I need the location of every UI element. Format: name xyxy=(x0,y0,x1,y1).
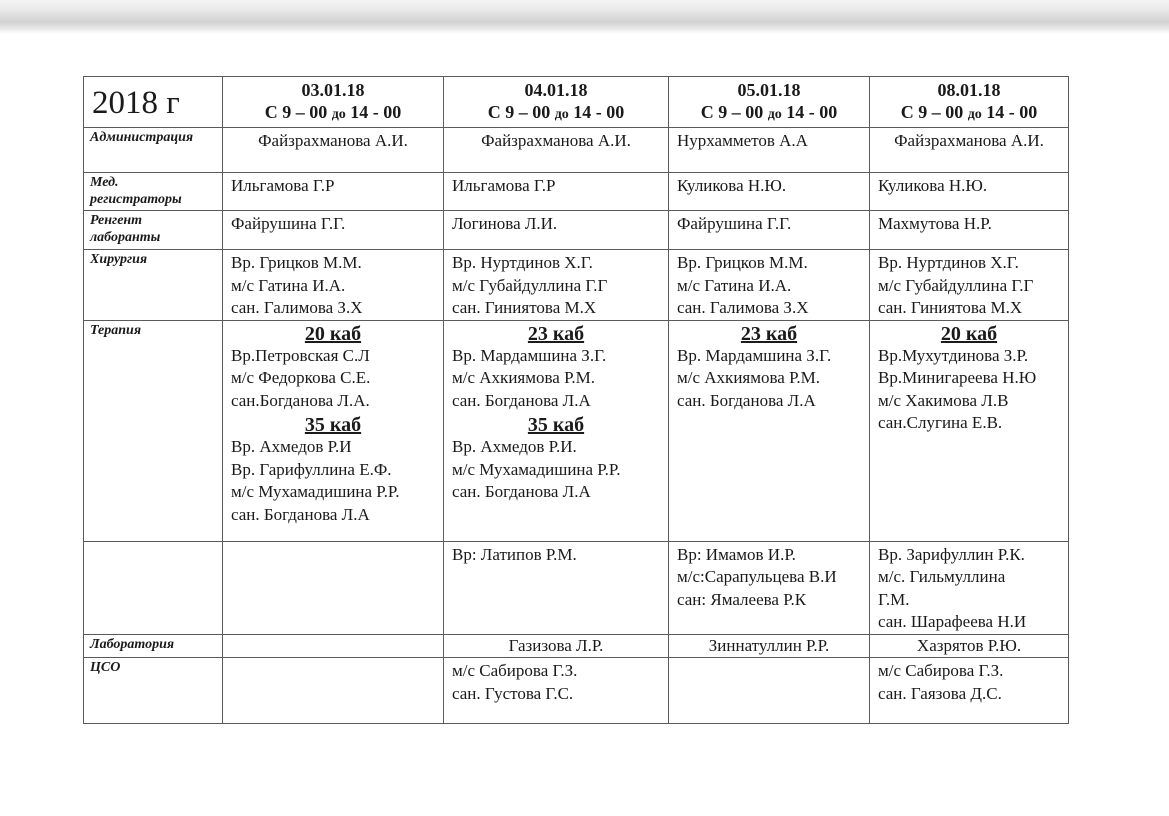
table-cell xyxy=(223,173,444,211)
row-administration xyxy=(84,128,1069,173)
time-label: С 9 – 00 до 14 - 00 xyxy=(900,102,1038,122)
time-label: С 9 – 00 до 14 - 00 xyxy=(487,102,625,122)
staff-line: сан. Богданова Л.А xyxy=(677,390,816,410)
staff-line: сан. Богданова Л.А xyxy=(452,390,591,410)
table-cell xyxy=(870,211,1069,250)
staff-line: Вр. Зарифуллин Р.К. xyxy=(878,544,1025,564)
staff-line: Вр: Латипов Р.М. xyxy=(452,544,577,564)
table-cell xyxy=(444,541,669,634)
table-cell xyxy=(870,173,1069,211)
row-therapy xyxy=(84,320,1069,541)
cabinet-number: 20 каб xyxy=(940,322,998,345)
row-xray xyxy=(84,211,1069,250)
date-label: 04.01.18 xyxy=(524,80,588,100)
time-label: С 9 – 00 до 14 - 00 xyxy=(700,102,838,122)
staff-line: м/с Гатина И.А. xyxy=(677,275,792,295)
row-surgery xyxy=(84,250,1069,321)
staff-name: Зиннатуллин Р.Р. xyxy=(708,635,830,655)
staff-list xyxy=(444,542,668,567)
staff-line: м/с Сабирова Г.З. xyxy=(452,661,578,680)
row-cso xyxy=(84,658,1069,724)
table-cell xyxy=(870,634,1069,658)
staff-line: м/с Ахкиямова Р.М. xyxy=(452,368,596,387)
table-cell xyxy=(223,634,444,658)
staff-line: Вр.Петровская С.Л xyxy=(231,345,370,365)
row-label-cell xyxy=(84,634,223,658)
row-label: Мед. регистраторы xyxy=(90,175,182,207)
staff-list xyxy=(669,345,869,413)
staff-line: Вр.Мухутдинова З.Р. xyxy=(878,345,1029,365)
staff-line: м/с Губайдуллина Г.Г xyxy=(878,275,1034,295)
table-cell xyxy=(870,128,1069,173)
staff-list xyxy=(444,658,668,705)
staff-line: м/с Хакимова Л.В xyxy=(878,390,1009,410)
staff-list xyxy=(870,542,1068,634)
staff-line: сан. Богданова Л.А xyxy=(452,482,591,501)
table-cell xyxy=(669,211,870,250)
staff-line: Вр. Гарифуллина Е.Ф. xyxy=(231,459,392,479)
date-label: 05.01.18 xyxy=(737,80,801,100)
staff-line: Г.М. xyxy=(878,589,910,609)
staff-name: Нурхамметов А.А xyxy=(677,131,808,150)
staff-line: сан.Богданова Л.А. xyxy=(231,390,370,410)
row-label-cell xyxy=(84,173,223,211)
cabinet-number: 23 каб xyxy=(740,322,798,345)
staff-line: Вр. Мардамшина З.Г. xyxy=(677,345,832,365)
staff-line: м/с Федоркова С.Е. xyxy=(231,368,371,387)
cabinet-number: 23 каб xyxy=(527,322,585,345)
table-cell xyxy=(223,250,444,321)
row-label-cell xyxy=(84,211,223,250)
staff-line: Вр. Нуртдинов Х.Г. xyxy=(452,253,593,272)
table-cell xyxy=(870,250,1069,321)
header-row xyxy=(84,77,1069,128)
staff-list xyxy=(870,658,1068,705)
date-header-1 xyxy=(223,77,444,128)
row-extra xyxy=(84,541,1069,634)
staff-name: Файзрахманова А.И. xyxy=(894,131,1044,150)
staff-line: м/с Мухамадишина Р.Р. xyxy=(231,482,400,501)
table-cell xyxy=(223,211,444,250)
staff-line: сан. Гаязова Д.С. xyxy=(878,683,1002,703)
staff-line: сан. Гиниятова М.Х xyxy=(452,298,597,317)
row-label: Ренгент лаборанты xyxy=(90,213,161,245)
table-cell xyxy=(870,320,1069,541)
row-label-cell xyxy=(84,250,223,321)
staff-line: м/с Гатина И.А. xyxy=(231,275,346,295)
staff-list xyxy=(223,250,443,320)
table-cell xyxy=(669,658,870,724)
table-cell xyxy=(444,634,669,658)
staff-line: м/с. Гильмуллина xyxy=(878,567,1006,586)
row-label: Лаборатория xyxy=(90,636,175,652)
staff-list xyxy=(223,345,443,413)
staff-name: Файзрахманова А.И. xyxy=(481,131,631,150)
staff-line: Вр. Ахмедов Р.И xyxy=(231,437,352,456)
row-label-cell xyxy=(84,541,223,634)
row-label: Хирургия xyxy=(90,252,148,267)
table-cell xyxy=(669,173,870,211)
date-header-4 xyxy=(870,77,1069,128)
cabinet-number: 20 каб xyxy=(304,322,362,345)
table-cell xyxy=(444,250,669,321)
staff-line: сан. Богданова Л.А xyxy=(231,504,370,524)
staff-line: м/с Мухамадишина Р.Р. xyxy=(452,459,621,479)
table-cell xyxy=(444,128,669,173)
row-label-cell xyxy=(84,320,223,541)
row-label: Администрация xyxy=(90,130,194,145)
staff-name: Куликова Н.Ю. xyxy=(878,176,988,195)
staff-line: м/с Сабирова Г.З. xyxy=(878,661,1004,680)
staff-line: Вр: Имамов И.Р. xyxy=(677,544,796,564)
staff-name: Газизова Л.Р. xyxy=(508,635,604,655)
staff-list xyxy=(870,345,1068,435)
row-registrars xyxy=(84,173,1069,211)
row-label-cell xyxy=(84,658,223,724)
staff-list xyxy=(223,436,443,526)
time-label: С 9 – 00 до 14 - 00 xyxy=(264,102,402,122)
staff-name: Хазрятов Р.Ю. xyxy=(916,635,1022,655)
staff-list xyxy=(444,436,668,504)
staff-name: Логинова Л.И. xyxy=(452,214,558,233)
table-cell xyxy=(223,128,444,173)
table-cell xyxy=(223,658,444,724)
staff-list xyxy=(870,250,1068,320)
table-cell xyxy=(223,541,444,634)
staff-line: Вр.Минигареева Н.Ю xyxy=(878,368,1037,387)
staff-line: Вр. Грицков М.М. xyxy=(231,253,362,272)
staff-line: Вр. Мардамшина З.Г. xyxy=(452,345,607,365)
scan-shadow xyxy=(0,0,1169,34)
table-cell xyxy=(223,320,444,541)
table-cell xyxy=(669,128,870,173)
date-header-3 xyxy=(669,77,870,128)
table-cell xyxy=(669,320,870,541)
staff-list xyxy=(444,250,668,320)
staff-line: сан. Гиниятова М.Х xyxy=(878,298,1023,317)
cabinet-number: 35 каб xyxy=(527,414,585,436)
staff-line: Вр. Грицков М.М. xyxy=(677,253,808,272)
staff-line: Вр. Нуртдинов Х.Г. xyxy=(878,253,1019,272)
row-label-cell xyxy=(84,128,223,173)
date-label: 08.01.18 xyxy=(937,80,1001,100)
staff-line: сан. Густова Г.С. xyxy=(452,683,574,703)
staff-list xyxy=(444,345,668,413)
date-label: 03.01.18 xyxy=(301,80,365,100)
schedule-table xyxy=(83,76,1069,724)
staff-line: сан: Ямалеева Р.К xyxy=(677,589,807,609)
staff-name: Ильгамова Г.Р xyxy=(231,176,335,195)
staff-name: Файрушина Г.Г. xyxy=(231,214,346,233)
date-header-2 xyxy=(444,77,669,128)
table-cell xyxy=(444,211,669,250)
staff-line: сан. Галимова З.Х xyxy=(677,298,809,317)
staff-line: м/с:Сарапульцева В.И xyxy=(677,567,837,586)
table-cell xyxy=(870,541,1069,634)
table-cell xyxy=(444,658,669,724)
table-cell xyxy=(669,541,870,634)
staff-line: сан.Слугина Е.В. xyxy=(878,413,1003,432)
row-label: ЦСО xyxy=(90,660,121,675)
staff-name: Файзрахманова А.И. xyxy=(258,131,408,150)
staff-list xyxy=(669,250,869,320)
staff-line: Вр. Ахмедов Р.И. xyxy=(452,437,577,456)
row-label: Терапия xyxy=(90,322,142,338)
table-cell xyxy=(870,658,1069,724)
staff-name: Файрушина Г.Г. xyxy=(677,214,792,233)
year-label: 2018 г xyxy=(92,85,180,121)
table-cell xyxy=(669,250,870,321)
staff-list xyxy=(669,542,869,612)
staff-line: м/с Губайдуллина Г.Г xyxy=(452,275,608,295)
staff-name: Ильгамова Г.Р xyxy=(452,176,556,195)
table-cell xyxy=(669,634,870,658)
staff-line: м/с Ахкиямова Р.М. xyxy=(677,368,821,387)
staff-name: Махмутова Н.Р. xyxy=(878,214,992,233)
staff-name: Куликова Н.Ю. xyxy=(677,176,787,195)
row-laboratory xyxy=(84,634,1069,658)
year-cell xyxy=(84,77,223,128)
staff-line: сан. Шарафеева Н.И xyxy=(878,612,1027,631)
table-cell xyxy=(444,320,669,541)
cabinet-number: 35 каб xyxy=(304,414,362,436)
table-cell xyxy=(444,173,669,211)
staff-line: сан. Галимова З.Х xyxy=(231,298,363,317)
